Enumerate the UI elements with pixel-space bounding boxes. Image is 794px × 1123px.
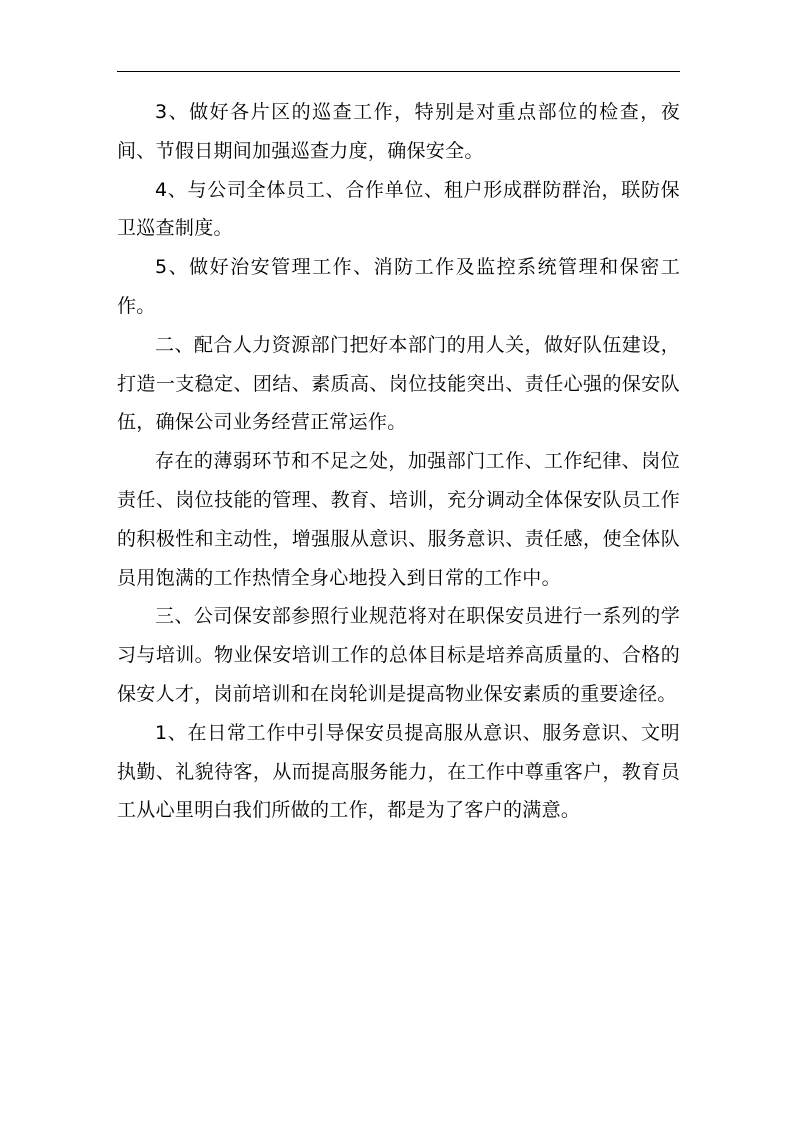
document-body [117, 93, 680, 830]
paragraph-weaknesses: 存在的薄弱环节和不足之处，加强部门工作、工作纪律、岗位责任、岗位技能的管理、教育、培训，充分调动全体保安队员工作的积极性和主动性，增强服从意识、服务意识、责任感，使全体队员用饱满的工作热情全身心地投入到日常的工作中。 [117, 450, 680, 589]
paragraph-item-4: 4、与公司全体员工、合作单位、租户形成群防群治，联防保卫巡查制度。 [117, 178, 680, 240]
paragraph-item-1: 1、在日常工作中引导保安员提高服从意识、服务意识、文明执勤、礼貌待客，从而提高服务能力，在工作中尊重客户，教育员工从心里明白我们所做的工作，都是为了客户的满意。 [117, 721, 680, 822]
paragraph-section-2: 二、配合人力资源部门把好本部门的用人关，做好队伍建设，打造一支稳定、团结、素质高、岗位技能突出、责任心强的保安队伍，确保公司业务经营正常运作。 [117, 333, 680, 434]
paragraph-item-3: 3、做好各片区的巡查工作，特别是对重点部位的检查，夜间、节假日期间加强巡查力度，确保安全。 [117, 101, 680, 162]
paragraph-item-5: 5、做好治安管理工作、消防工作及监控系统管理和保密工作。 [117, 256, 680, 317]
header-rule [117, 71, 680, 72]
paragraph-section-3: 三、公司保安部参照行业规范将对在职保安员进行一系列的学习与培训。物业保安培训工作的总体目标是培养高质量的、合格的保安人才，岗前培训和在岗轮训是提高物业保安素质的重要途径。 [117, 605, 680, 705]
